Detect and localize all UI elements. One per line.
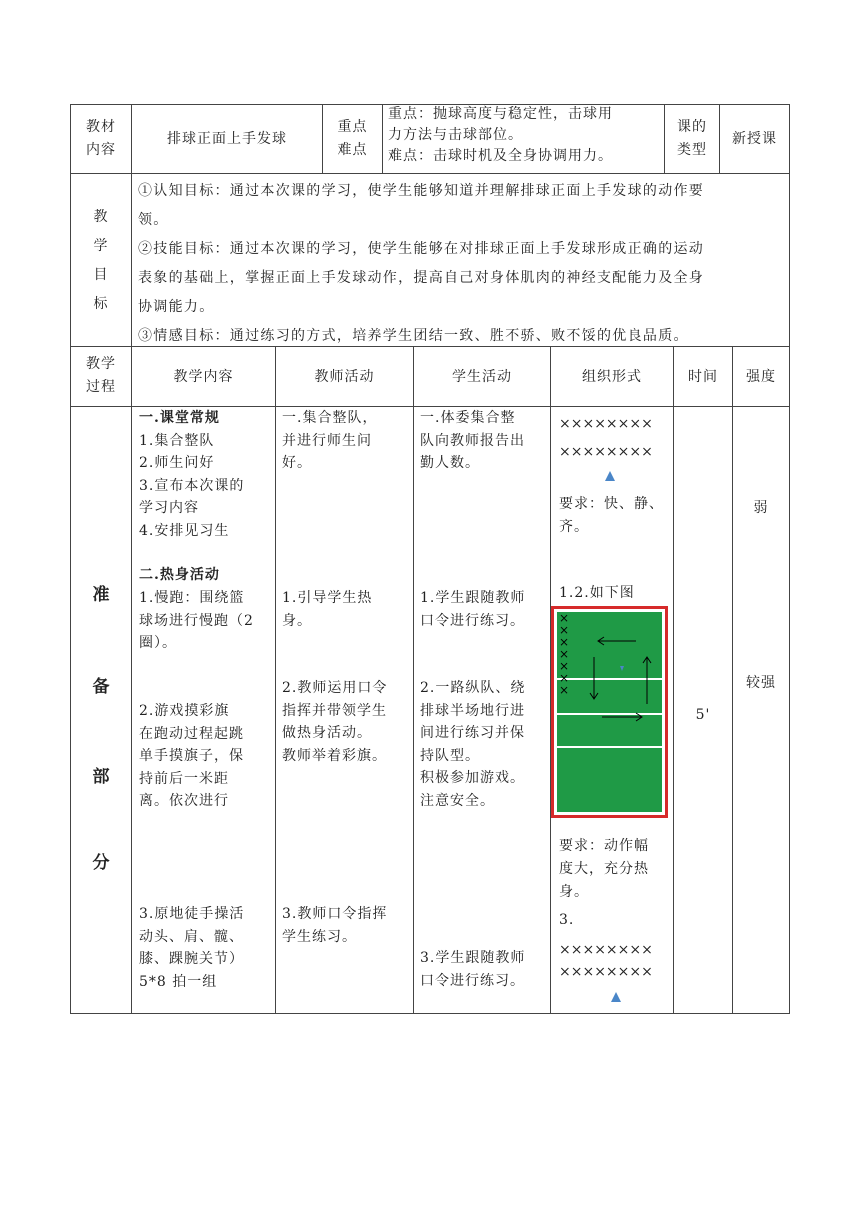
content-warmup-title: 二.热身活动 bbox=[139, 567, 220, 583]
section-name-char-3: 部 bbox=[92, 767, 110, 787]
formation-row-2: ×××××××× bbox=[559, 444, 653, 460]
content-game: 2.游戏摸彩旗 在跑动过程起跳 单手摸旗子，保 持前后一米距 离。依次进行 bbox=[139, 703, 244, 809]
process-label: 教学 过程 bbox=[86, 356, 116, 395]
intensity-weak: 弱 bbox=[753, 500, 769, 516]
org-see-figure: 1.2.如下图 bbox=[559, 585, 635, 601]
teacher-activity-3: 2.教师运用口令 指挥并带领学生 做热身活动。 教师举着彩旗。 bbox=[282, 680, 388, 764]
student-activity-2: 1.学生跟随教师 口令进行练习。 bbox=[420, 590, 526, 629]
textbook-label: 教材 内容 bbox=[86, 119, 116, 158]
textbook-value: 排球正面上手发球 bbox=[167, 131, 287, 147]
court-diagram bbox=[551, 606, 668, 818]
teacher-activity-1: 一.集合整队， 并进行师生问 好。 bbox=[282, 410, 378, 471]
teacher-marker-triangle-1 bbox=[604, 470, 616, 482]
section-name-char-1: 准 bbox=[92, 585, 110, 605]
intensity-strong: 较强 bbox=[746, 675, 776, 691]
teacher-activity-4: 3.教师口令指挥 学生练习。 bbox=[282, 906, 388, 945]
student-activity-1: 一.体委集合整 队向教师报告出 勤人数。 bbox=[420, 410, 525, 471]
goals-label: 教 学 目 标 bbox=[93, 209, 109, 312]
col-header-intensity: 强度 bbox=[746, 369, 776, 385]
content-jog: 1.慢跑：围绕篮 球场进行慢跑（2 圈）。 bbox=[139, 590, 254, 651]
section-name-char-4: 分 bbox=[92, 853, 110, 873]
lesson-type-label: 课的 类型 bbox=[677, 119, 707, 158]
student-activity-3: 2.一路纵队、绕 排球半场地行进 间进行练习并保 持队型。 积极参加游戏。 注意安全。 bbox=[420, 680, 526, 809]
col-header-student: 学生活动 bbox=[452, 369, 512, 385]
content-routine: 一.课堂常规 1.集合整队 2.师生问好 3.宣布本次课的 学习内容 4.安排见习生 bbox=[139, 410, 245, 539]
col-header-time: 时间 bbox=[688, 369, 718, 385]
goals-text: ①认知目标：通过本次课的学习，使学生能够知道并理解排球正面上手发球的动作要 领。 ②技能目标：通过本次课的学习，使学生能够在对排球正面上手发球形成正确的运动 表象的基础上，掌握正面上手发球动作，提高自己对身体肌肉的神经支配能力及全身 协调能力。 ③情感目标：通过练习的方式，培养学生团结一致、胜不骄、败不馁的优良品质。 bbox=[138, 183, 705, 344]
student-activity-4: 3.学生跟随教师 口令进行练习。 bbox=[420, 950, 526, 989]
section-name-char-2: 备 bbox=[92, 677, 110, 697]
formation-row-1: ×××××××× bbox=[559, 416, 653, 432]
col-header-teacher: 教师活动 bbox=[314, 369, 375, 385]
org-requirement-1: 要求：快、静、 齐。 bbox=[559, 496, 664, 535]
content-gymnastics: 3.原地徒手操活 动头、肩、髋、 膝、踝腕关节） 5*8 拍一组 bbox=[139, 906, 245, 990]
formation-row-3: ×××××××× bbox=[559, 942, 653, 958]
col-header-content: 教学内容 bbox=[173, 369, 234, 385]
section-time: 5' bbox=[695, 707, 711, 723]
teacher-marker-triangle-2 bbox=[610, 991, 622, 1003]
formation-row-4: ×××××××× bbox=[559, 964, 653, 980]
org-requirement-2: 要求：动作幅 度大，充分热 身。 bbox=[559, 838, 649, 900]
col-header-org: 组织形式 bbox=[582, 369, 642, 385]
focus-label: 重点 难点 bbox=[337, 119, 368, 158]
lesson-type-value: 新授课 bbox=[732, 131, 777, 147]
org-item-3: 3. bbox=[559, 912, 575, 928]
teacher-activity-2: 1.引导学生热 身。 bbox=[282, 590, 373, 629]
court-students-column: ××××××× bbox=[559, 611, 570, 697]
focus-difficulty-text: 重点：抛球高度与稳定性，击球用 力方法与击球部位。 难点：击球时机及全身协调用力。 bbox=[388, 106, 613, 164]
